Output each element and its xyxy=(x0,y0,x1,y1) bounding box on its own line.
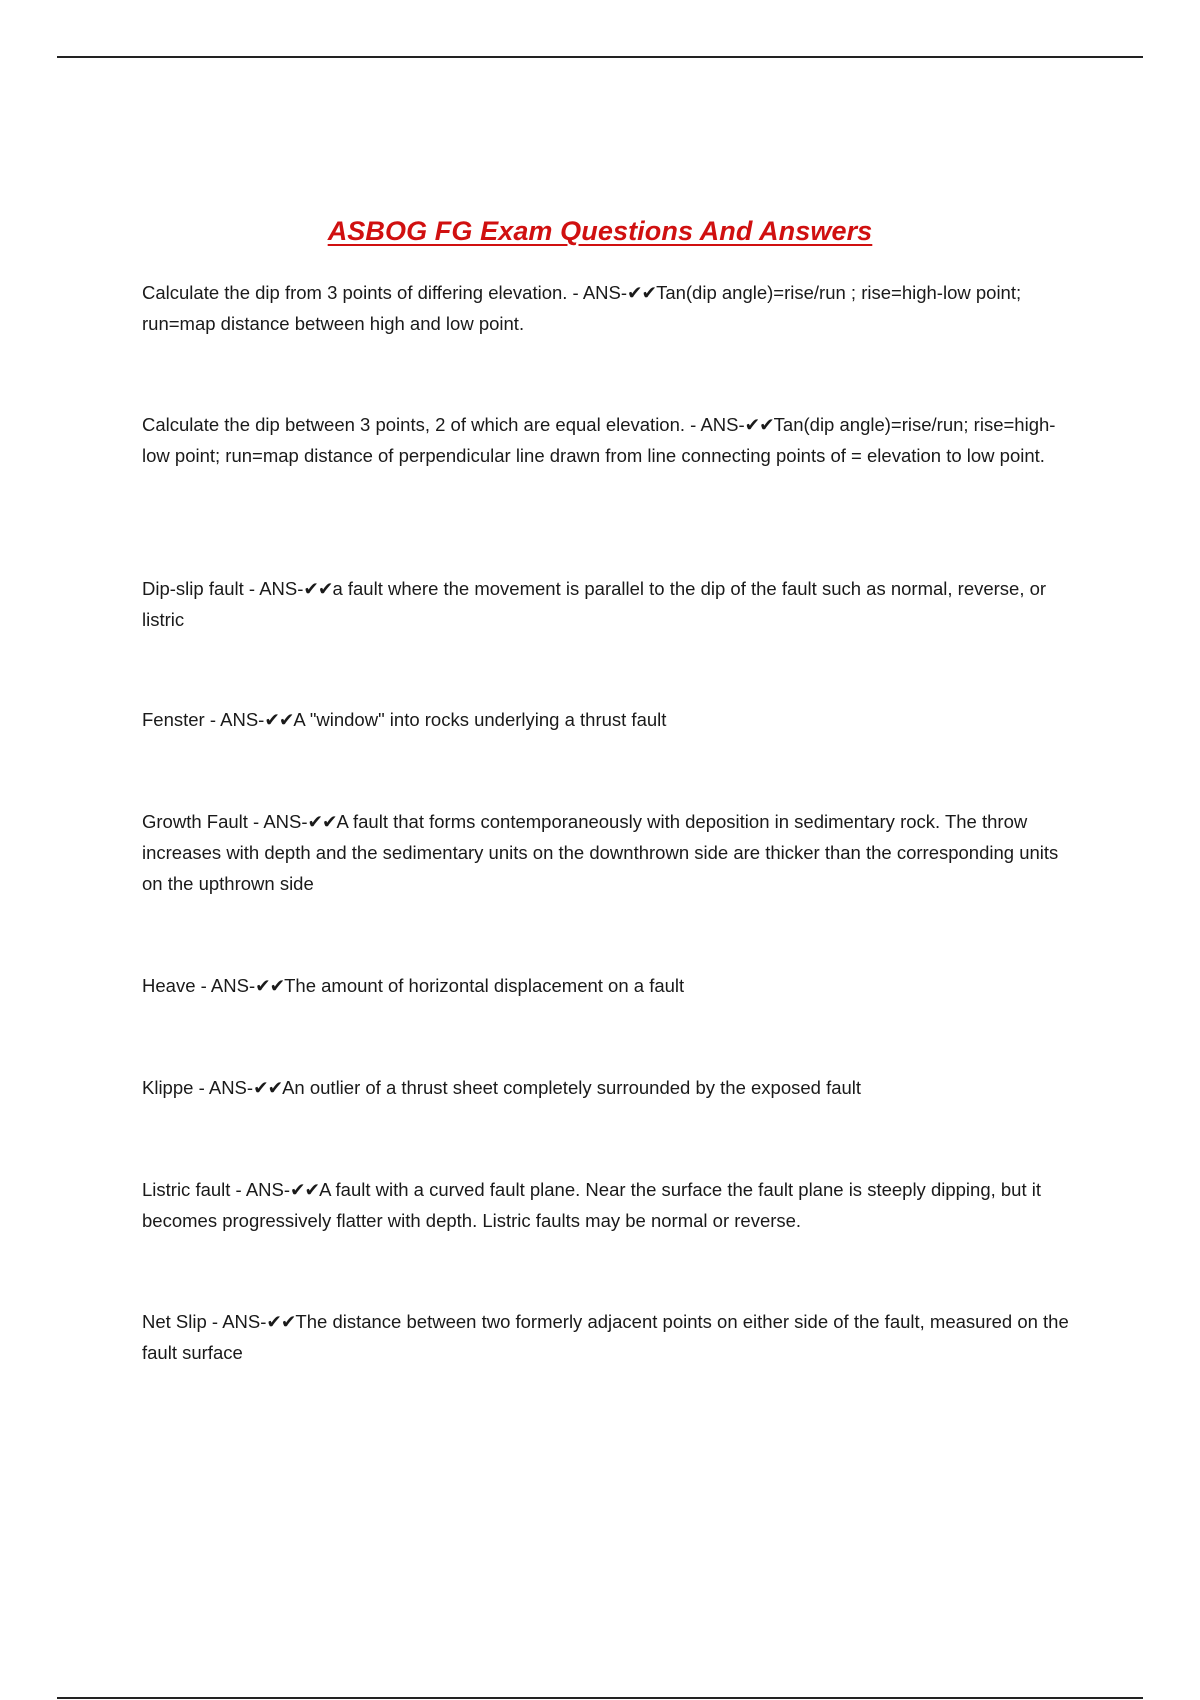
answer-marker: ANS- xyxy=(582,282,628,303)
footer-rule xyxy=(57,1697,1143,1699)
qa-entry: Net Slip - ANS-✔✔The distance between two formerly adjacent points on either side of the fault, measured on the fault surface xyxy=(142,1311,1069,1363)
answer-marker: ANS- xyxy=(259,578,304,599)
answer: Tan(dip angle)=rise/run ; rise=high-low point; run=map distance between high and low point. xyxy=(142,282,1022,334)
qa-entry: Calculate the dip from 3 points of differing elevation. - ANS-✔✔Tan(dip angle)=rise/run ; rise=high-low point; run=map distance between high and low point. xyxy=(142,282,1022,334)
answer-marker: ANS- xyxy=(222,1311,267,1332)
check-marks: ✔✔ xyxy=(290,1179,320,1200)
term: Klippe xyxy=(142,1077,194,1098)
check-marks: ✔✔ xyxy=(266,1311,296,1332)
qa-entry: Fenster - ANS-✔✔A "window" into rocks underlying a thrust fault xyxy=(142,709,667,730)
answer: The amount of horizontal displacement on a fault xyxy=(284,975,685,996)
answer: A "window" into rocks underlying a thrust fault xyxy=(293,709,667,730)
check-marks: ✔✔ xyxy=(744,414,774,435)
answer-marker: ANS- xyxy=(245,1179,291,1200)
term: Calculate the dip from 3 points of differing elevation. xyxy=(142,282,568,303)
answer: An outlier of a thrust sheet completely surrounded by the exposed fault xyxy=(282,1077,862,1098)
check-marks: ✔✔ xyxy=(253,1077,283,1098)
term: Calculate the dip between 3 points, 2 of which are equal elevation. xyxy=(142,414,686,435)
qa-entry: Heave - ANS-✔✔The amount of horizontal displacement on a fault xyxy=(142,975,685,996)
check-marks: ✔✔ xyxy=(307,811,337,832)
qa-entry: Dip-slip fault - ANS-✔✔a fault where the movement is parallel to the dip of the fault such as normal, reverse, or listric xyxy=(142,578,1047,630)
check-marks: ✔✔ xyxy=(303,578,333,599)
qa-entry: Calculate the dip between 3 points, 2 of which are equal elevation. - ANS-✔✔Tan(dip angle)=rise/run; rise=high-low point; run=map distance of perpendicular line drawn from line connecting points of = elevation to low point. xyxy=(142,414,1056,466)
qa-entry: Klippe - ANS-✔✔An outlier of a thrust sheet completely surrounded by the exposed fault xyxy=(142,1077,862,1098)
check-marks: ✔✔ xyxy=(627,282,657,303)
answer-marker: ANS- xyxy=(208,1077,254,1098)
answer: The distance between two formerly adjacent points on either side of the fault, measured on the fault surface xyxy=(142,1311,1069,1363)
qa-entry: Listric fault - ANS-✔✔A fault with a curved fault plane. Near the surface the fault plane is steeply dipping, but it becomes progressively flatter with depth. Listric faults may be normal or reverse. xyxy=(142,1179,1041,1231)
answer: a fault where the movement is parallel to the dip of the fault such as normal, reverse, or listric xyxy=(142,578,1047,630)
term: Growth Fault xyxy=(142,811,248,832)
term: Net Slip xyxy=(142,1311,207,1332)
answer-marker: ANS- xyxy=(210,975,256,996)
answer: Tan(dip angle)=rise/run; rise=high-low point; run=map distance of perpendicular line drawn from line connecting points of = elevation to low point. xyxy=(142,414,1056,466)
document-title: ASBOG FG Exam Questions And Answers xyxy=(327,216,873,246)
answer: A fault that forms contemporaneously with deposition in sedimentary rock. The throw increases with depth and the sedimentary units on the downthrown side are thicker than the corresponding units on the upthrown side xyxy=(142,811,1059,894)
term: Heave xyxy=(142,975,196,996)
term: Listric fault xyxy=(142,1179,231,1200)
term: Fenster xyxy=(142,709,205,730)
check-marks: ✔✔ xyxy=(255,975,285,996)
qa-entry: Growth Fault - ANS-✔✔A fault that forms contemporaneously with deposition in sedimentary rock. The throw increases with depth and the sedimentary units on the downthrown side are thicker than the corresponding units on the upthrown side xyxy=(142,811,1059,894)
term: Dip-slip fault xyxy=(142,578,244,599)
check-marks: ✔✔ xyxy=(264,709,294,730)
answer-marker: ANS- xyxy=(220,709,265,730)
answer-marker: ANS- xyxy=(263,811,308,832)
answer: A fault with a curved fault plane. Near the surface the fault plane is steeply dipping, but it becomes progressively flatter with depth. Listric faults may be normal or reverse. xyxy=(142,1179,1041,1231)
header-rule xyxy=(57,56,1143,58)
answer-marker: ANS- xyxy=(700,414,745,435)
